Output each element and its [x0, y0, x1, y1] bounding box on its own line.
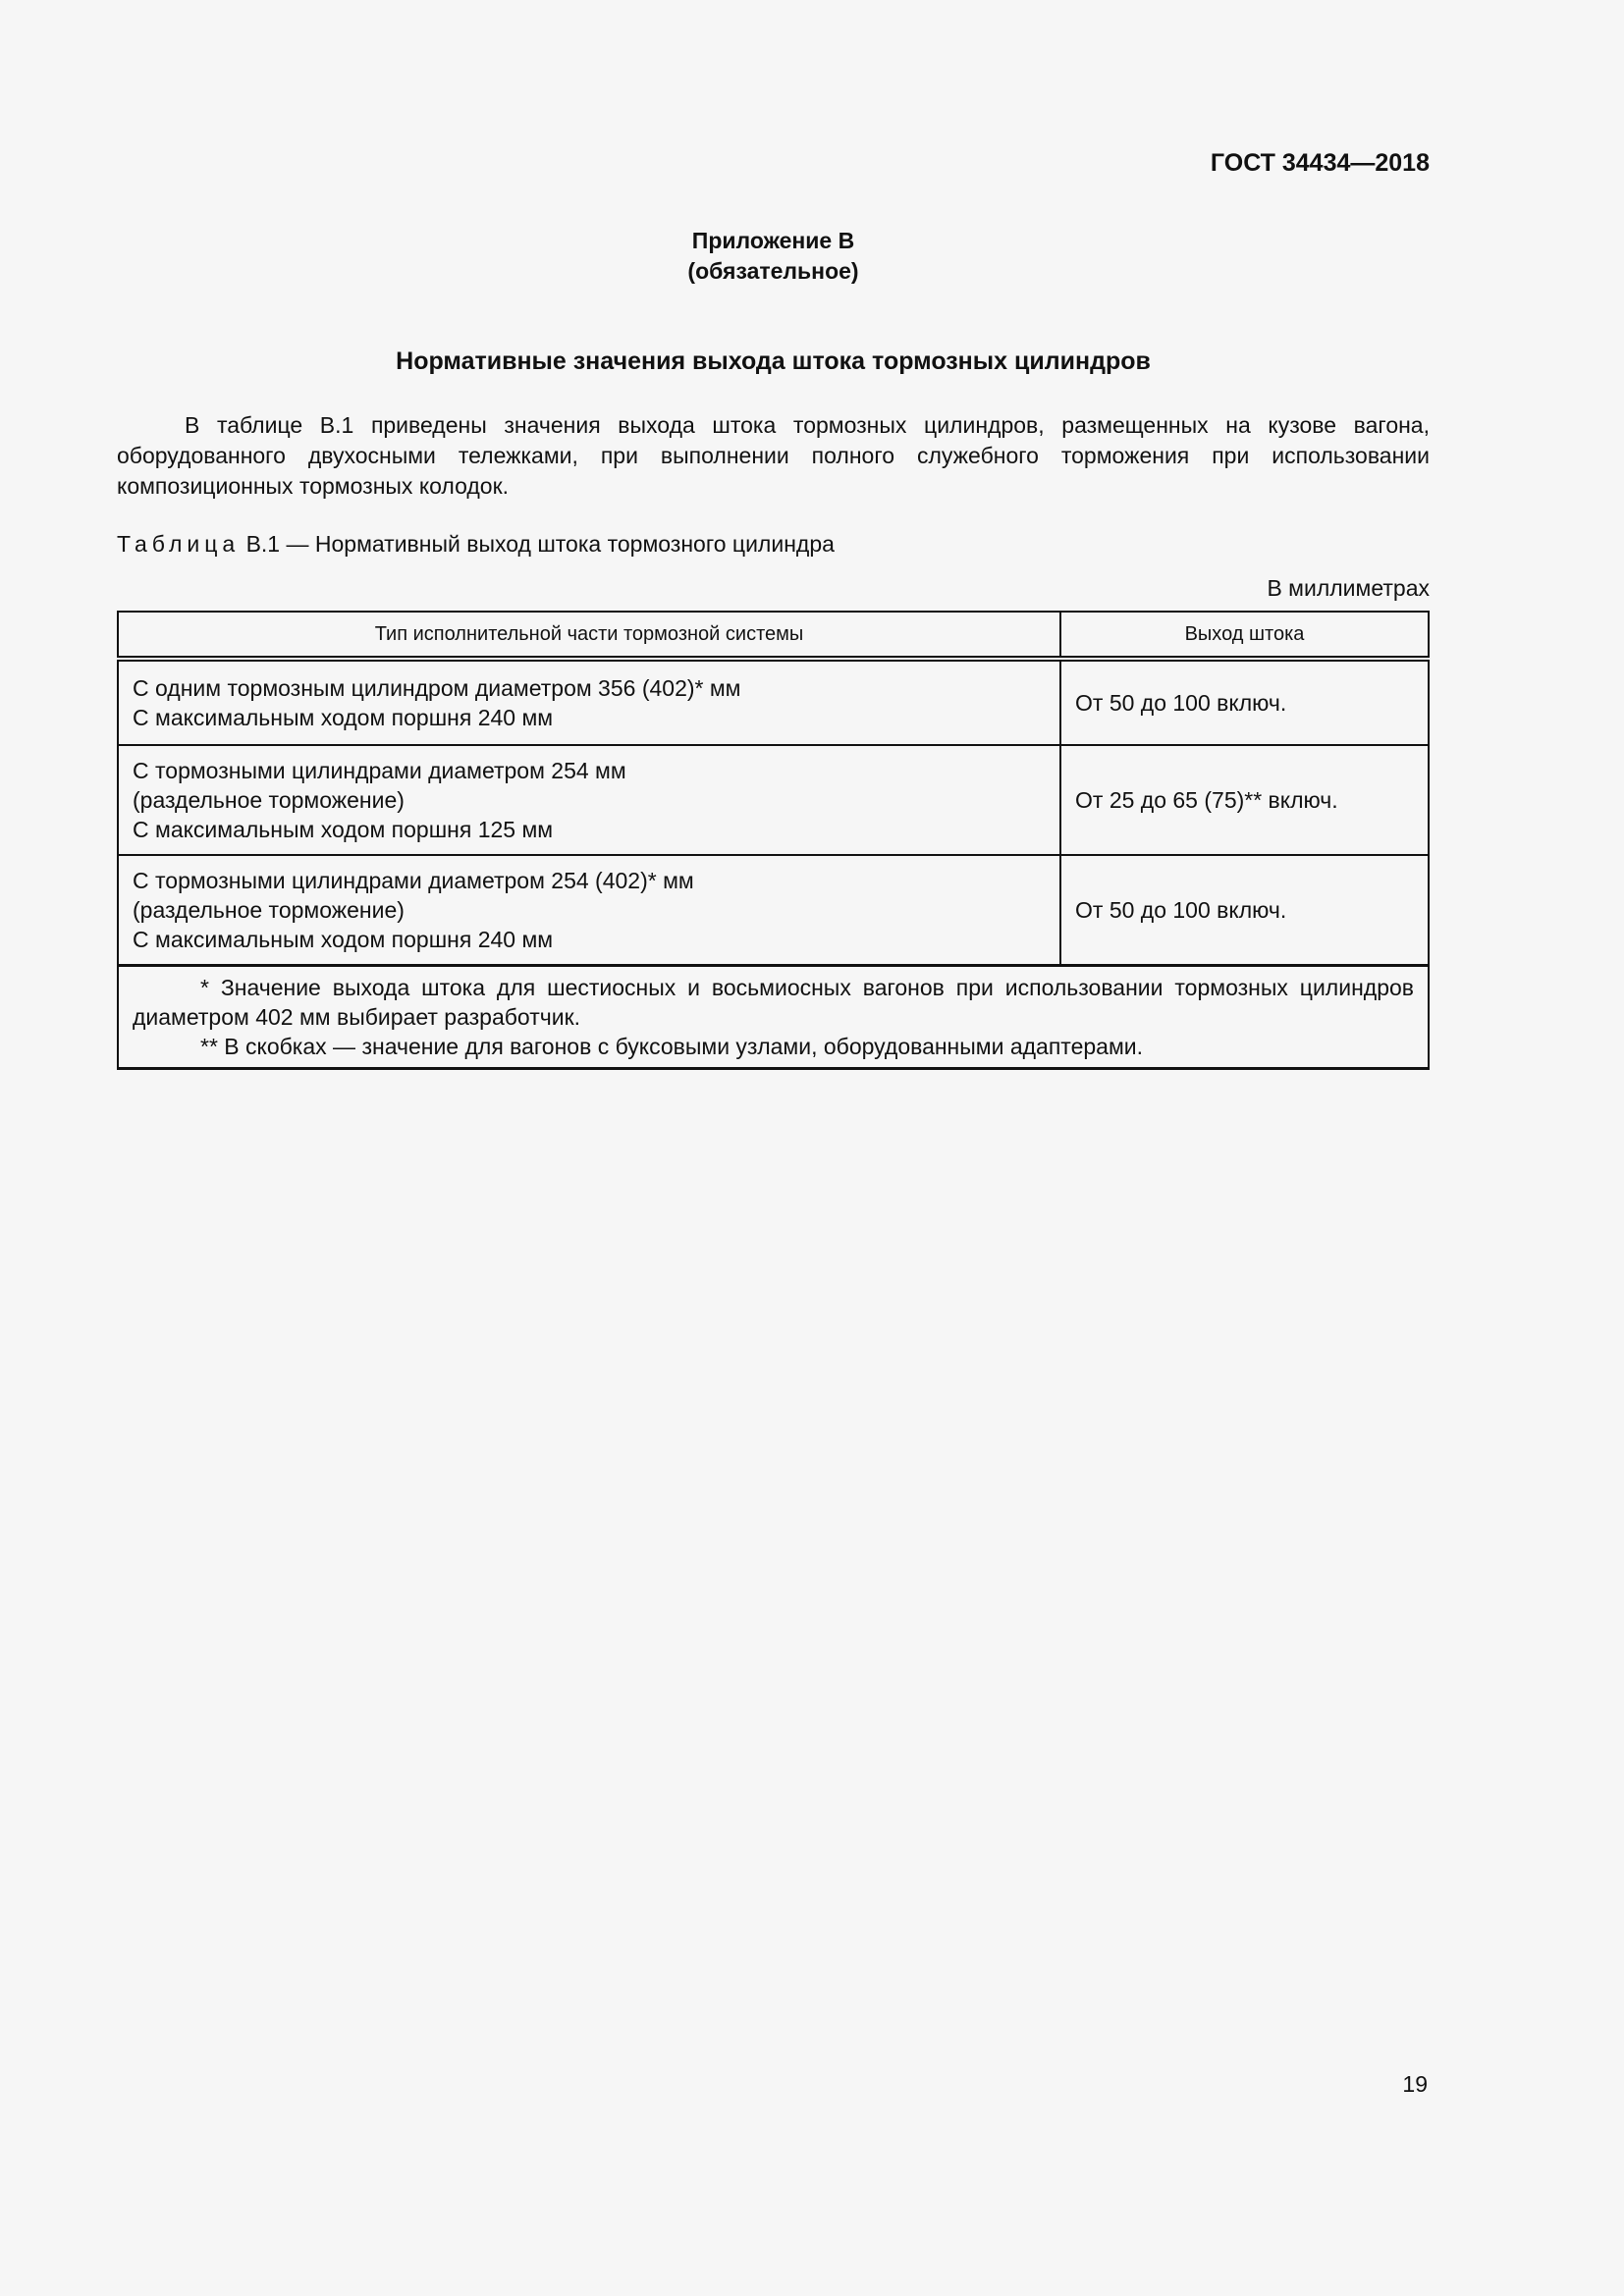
output-cell: От 50 до 100 включ. — [1060, 659, 1429, 745]
caption-text: В.1 — Нормативный выход штока тормозного цилиндра — [245, 531, 835, 557]
type-cell — [118, 659, 1060, 745]
appendix-title: Приложение В — [691, 228, 855, 253]
table-header-row — [118, 612, 1429, 659]
type-line: (раздельное торможение) — [133, 787, 405, 813]
footnote: * Значение выхода штока для шестиосных и восьмиосных вагонов при использовании тормозных цилиндров диаметром 402 мм выбирает разработчик. — [133, 975, 1414, 1030]
standard-number: ГОСТ 34434—2018 — [1210, 149, 1430, 177]
caption-label: Таблица — [117, 531, 241, 557]
type-cell — [118, 855, 1060, 966]
appendix-heading — [117, 226, 1430, 287]
type-cell — [118, 745, 1060, 855]
table-row — [118, 745, 1429, 855]
type-line: С максимальным ходом поршня 125 мм — [133, 817, 554, 842]
table-caption — [117, 531, 835, 558]
table-notes — [118, 966, 1429, 1069]
output-cell: От 25 до 65 (75)** включ. — [1060, 745, 1429, 855]
type-line: С тормозными цилиндрами диаметром 254 мм — [133, 758, 626, 783]
table-row — [118, 855, 1429, 966]
table-notes-row — [118, 966, 1429, 1069]
header-output: Выход штока — [1060, 612, 1429, 659]
header-type: Тип исполнительной части тормозной системы — [118, 612, 1060, 659]
type-line: С максимальным ходом поршня 240 мм — [133, 927, 554, 952]
appendix-status: (обязательное) — [687, 258, 859, 284]
page-number: 19 — [1402, 2071, 1428, 2097]
type-line: (раздельное торможение) — [133, 897, 405, 923]
footnote: ** В скобках — значение для вагонов с буксовыми узлами, оборудованными адаптерами. — [200, 1034, 1144, 1059]
type-line: С одним тормозным цилиндром диаметром 356 (402)* мм — [133, 675, 741, 701]
intro-paragraph: В таблице В.1 приведены значения выхода штока тормозных цилиндров, размещенных на кузове вагона, оборудованного двухосными тележками, при выполнении полного служебного торможения при использовании композиционных тормозных колодок. — [117, 412, 1430, 499]
type-line: С максимальным ходом поршня 240 мм — [133, 705, 554, 730]
output-cell: От 50 до 100 включ. — [1060, 855, 1429, 966]
type-line: С тормозными цилиндрами диаметром 254 (402)* мм — [133, 868, 694, 893]
section-title: Нормативные значения выхода штока тормозных цилиндров — [396, 347, 1151, 375]
table-row — [118, 659, 1429, 745]
rod-output-table — [117, 611, 1430, 1070]
table-units: В миллиметрах — [1267, 575, 1430, 601]
